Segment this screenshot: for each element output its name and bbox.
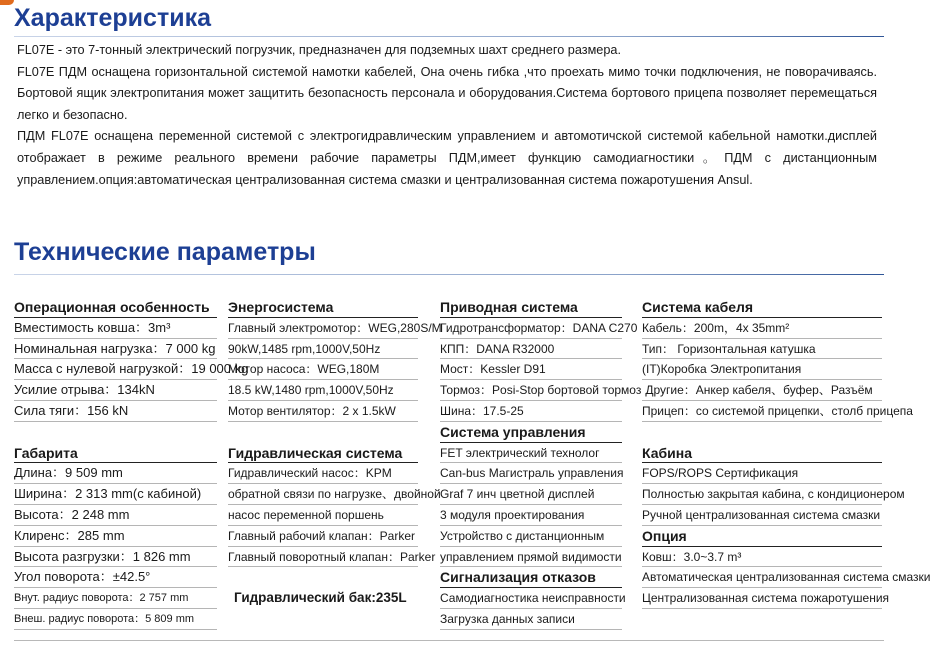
cable-item: Кабель：200m，4x 35mm²: [642, 318, 882, 339]
cable-header: Система кабеля: [642, 297, 882, 318]
dimension-item: Клиренс：285 mm: [14, 526, 217, 547]
operational-item: Вместимость ковша：3m³: [14, 318, 217, 339]
cable-item: (IT)Коробка Электропитания: [642, 359, 882, 380]
cable-item: Прицеп：со системой прицепки、столб прицепа: [642, 401, 882, 422]
cabin-item: Ручной централизованная система смазки: [642, 505, 882, 526]
dimension-item: Внеш. радиус поворота：5 809 mm: [14, 609, 217, 630]
energy-item: Главный электромотор：WEG,280S/M: [228, 318, 418, 339]
control-item: Can-bus Магистраль управления: [440, 463, 622, 484]
intro-paragraph: FL07E ПДМ оснащена горизонтальной системой намотки кабелей, Она очень гибка ,что проехать мимо точки подключения, не поворачиваясь. Бортовой ящик электропитания может защитить безопасность персонала и оборудования.Система бортового прицепа позволяет перемещаться легко и безопасно.: [17, 64, 877, 122]
energy-item: 90kW,1485 rpm,1000V,50Hz: [228, 339, 418, 360]
control-item: Graf 7 инч цветной дисплей: [440, 484, 622, 505]
energy-item: Мотор насоса：WEG,180M: [228, 359, 418, 380]
dimensions-header: Габарита: [14, 443, 217, 464]
dimension-item: Угол поворота：±42.5°: [14, 567, 217, 588]
characteristics-text: [17, 40, 877, 191]
control-item: Устройство с дистанционным: [440, 526, 622, 547]
operational-item: Масса с нулевой нагрузкой：19 000 kg: [14, 359, 217, 380]
option-item: Автоматическая централизованная система смазки: [642, 567, 882, 588]
tech-params-title-rule: [14, 274, 884, 275]
drive-item: Мост：Kessler D91: [440, 359, 622, 380]
control-item: управлением прямой видимости: [440, 547, 622, 568]
option-header: Опция: [642, 526, 882, 547]
energy-item: Мотор вентилятор：2 x 1.5kW: [228, 401, 418, 422]
hydraulic-item: Главный поворотный клапан：Parker: [228, 547, 418, 568]
drive-item: Тормоз：Posi-Stop бортовой тормоз: [440, 380, 622, 401]
control-header: Система управления: [440, 422, 622, 443]
operational-item: Номинальная нагрузка：7 000 kg: [14, 339, 217, 360]
operational-item: Усилие отрыва：134kN: [14, 380, 217, 401]
tech-params-title: Технические параметры: [14, 238, 316, 266]
control-item: 3 модуля проектирования: [440, 505, 622, 526]
characteristics-title: Характеристика: [14, 4, 211, 32]
cabin-item: Полностью закрытая кабина, с кондиционером: [642, 484, 882, 505]
fault-item: Самодиагностика неисправности: [440, 588, 622, 609]
dimension-item: Высота：2 248 mm: [14, 505, 217, 526]
fault-header: Сигнализация отказов: [440, 567, 622, 588]
dimension-item: Внут. радиус поворота：2 757 mm: [14, 588, 217, 609]
energy-item: 18.5 kW,1480 rpm,1000V,50Hz: [228, 380, 418, 401]
cable-item: Тип： Горизонтальная катушка: [642, 339, 882, 360]
drive-header: Приводная система: [440, 297, 622, 318]
intro-paragraph: ПДМ FL07E оснащена переменной системой с электрогидравлическим управлением и автомотичской системой кабельной намотки.дисплей отображает в режиме реального времени рабочие параметры ПДМ,имеет функцию самодиагностики。ПДМ с дистанционным управлением.опция:автоматическая централизованная система смазки и централизованная система пожаротушения Ansul.: [17, 129, 877, 187]
drive-item: Гидротрансформатор：DANA C270: [440, 318, 622, 339]
column-energy: [228, 297, 442, 609]
characteristics-title-rule: [14, 36, 884, 37]
option-item: Ковш：3.0~3.7 m³: [642, 547, 882, 568]
cabin-item: FOPS/ROPS Сертификация: [642, 463, 882, 484]
column-cable: [642, 297, 931, 609]
dimension-item: Длина：9 509 mm: [14, 463, 217, 484]
hydraulic-header: Гидравлическая система: [228, 443, 418, 464]
operational-item: Сила тяги：156 kN: [14, 401, 217, 422]
drive-item: Шина：17.5-25: [440, 401, 622, 422]
option-item: Централизованная система пожаротушения: [642, 588, 882, 609]
dimension-item: Ширина：2 313 mm(с кабиной): [14, 484, 217, 505]
corner-accent: [0, 0, 14, 5]
hydraulic-item: обратной связи по нагрузке、двойной: [228, 484, 418, 505]
energy-header: Энергосистема: [228, 297, 418, 318]
cable-item: Другие：Анкер кабеля、буфер、Разъём: [642, 380, 882, 401]
dimension-item: Высота разгрузки：1 826 mm: [14, 547, 217, 568]
hydraulic-item: насос переменной поршень: [228, 505, 418, 526]
intro-paragraph: FL07E - это 7-тонный электрический погрузчик, предназначен для подземных шахт среднего размера.: [17, 43, 621, 57]
column-drive: [440, 297, 642, 630]
control-item: FET электрический технолог: [440, 443, 622, 464]
column-operational: [14, 297, 249, 630]
bottom-divider: [14, 640, 884, 641]
hydraulic-item: Главный рабочий клапан：Parker: [228, 526, 418, 547]
operational-header: Операционная особенность: [14, 297, 217, 318]
fault-item: Загрузка данных записи: [440, 609, 622, 630]
cabin-header: Кабина: [642, 443, 882, 464]
hydraulic-tank: Гидравлический бак:235L: [234, 590, 407, 606]
drive-item: КПП：DANA R32000: [440, 339, 622, 360]
hydraulic-item: Гидравлический насос：KPM: [228, 463, 418, 484]
